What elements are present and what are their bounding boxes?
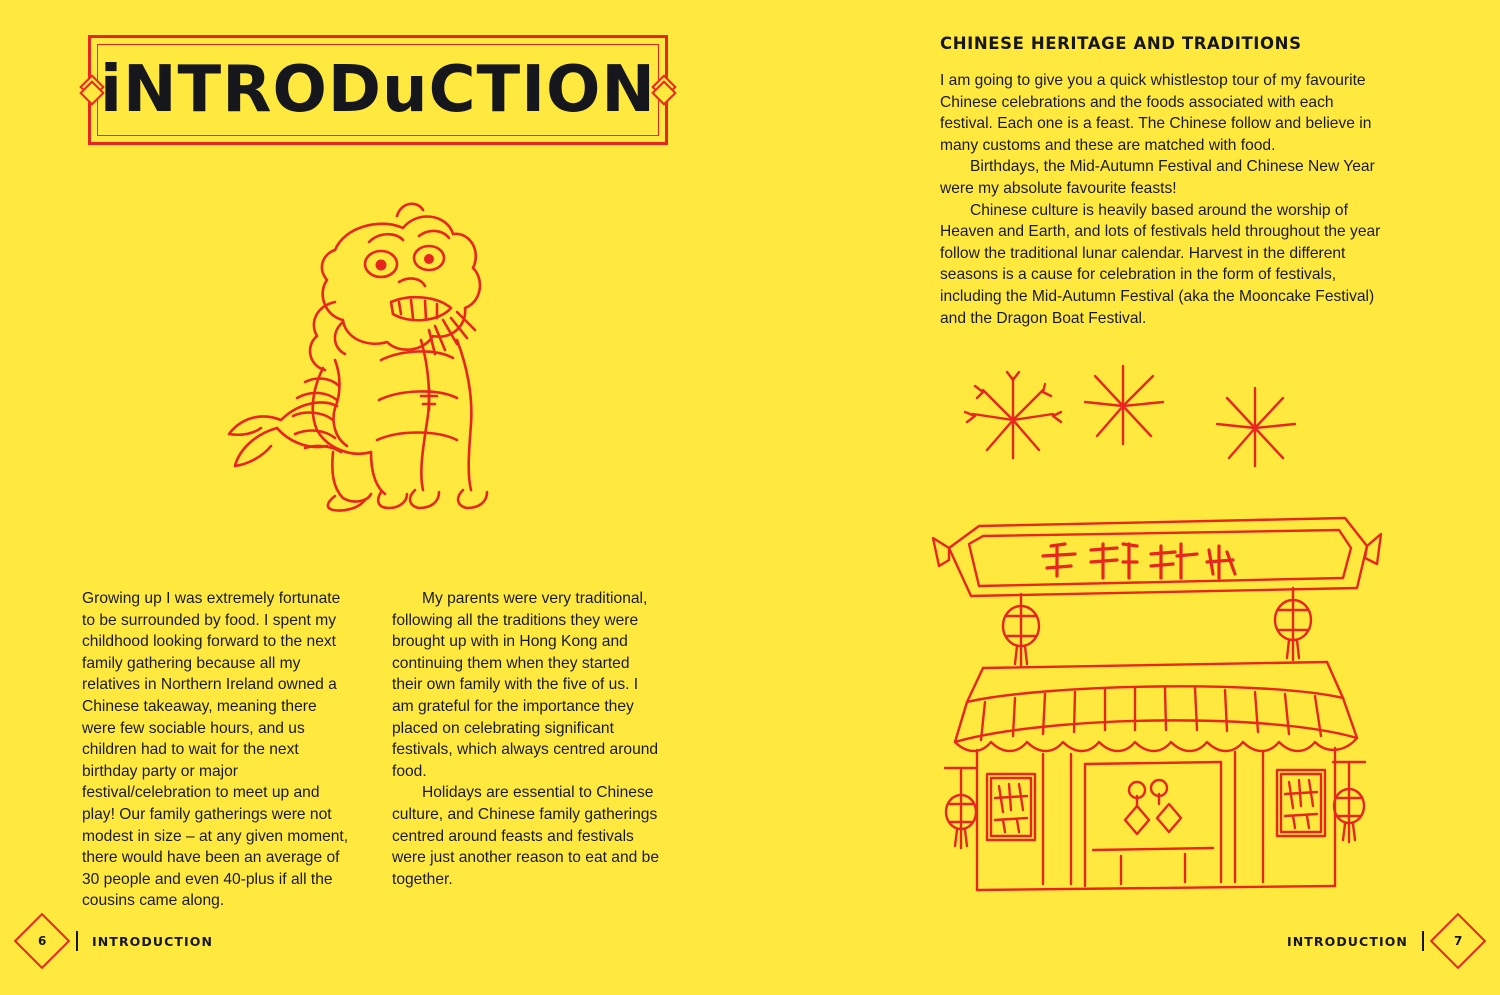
section-heading: CHINESE HERITAGE AND TRADITIONS [940, 34, 1302, 53]
right-page-body [940, 70, 1390, 329]
firework-burst-left [965, 372, 1061, 458]
footer-divider [1422, 931, 1424, 951]
paragraph: Chinese culture is heavily based around the worship of Heaven and Earth, and lots of festivals held throughout the year follow the traditional lunar calendar. Harvest in the different seasons is a cause for celebration in the form of festivals, including the Mid-Autumn Festival (aka the Mooncake Festival) and the Dragon Boat Festival. [940, 201, 1381, 327]
page-number-diamond [1430, 913, 1487, 970]
paragraph: I am going to give you a quick whistlestop tour of my favourite Chinese celebrations and the foods associated with each festival. Each one is a feast. The Chinese follow and believe in many customs and these are matched with food. [940, 72, 1372, 154]
lantern-left [1003, 594, 1039, 666]
right-page-footer [1287, 921, 1478, 961]
footer-label: INTRODUCTION [92, 933, 214, 949]
introduction-title-box [88, 35, 668, 145]
side-lantern-right [1333, 762, 1365, 842]
footer-label: INTRODUCTION [1286, 933, 1408, 949]
paragraph: Birthdays, the Mid-Autumn Festival and Chinese New Year were my absolute favourite feasts! [940, 158, 1375, 197]
body-column-2 [392, 588, 664, 912]
page-title: iNTRODuCTION [100, 53, 656, 127]
right-page [750, 0, 1500, 995]
side-lantern-left [945, 768, 977, 848]
paragraph: Growing up I was extremely fortunate to be surrounded by food. I spent my childhood looking forward to the next family gathering because all my relatives in Northern Ireland owned a Chinese takeaway, meaning there were few sociable hours, and us children had to wait for the next birthday party or major festival/celebration to meet up and play! Our family gatherings were not modest in size – at any given moment, there would have been an average of 30 people and even 40-plus if all the cousins came along. [82, 590, 349, 910]
paragraph: My parents were very traditional, following all the traditions they were brought up with in Hong Kong and continuing them when they started their own family with the five of us. I am grateful for the importance they placed on celebrating significant festivals, which always centred around food. [392, 590, 659, 780]
body-column-1 [82, 588, 354, 912]
chinese-shopfront-with-fireworks-drawing [925, 350, 1385, 910]
chinese-lion-dance-drawing [185, 190, 525, 520]
left-page-body-columns [82, 588, 672, 912]
firework-burst-right [1217, 388, 1295, 466]
left-page-footer [22, 921, 213, 961]
page-number: 6 [37, 933, 47, 948]
page-number: 7 [1453, 933, 1463, 948]
page-number-diamond [14, 913, 71, 970]
lantern-right [1275, 588, 1311, 660]
firework-burst-center [1085, 366, 1163, 444]
paragraph: Holidays are essential to Chinese culture, and Chinese family gatherings centred around feasts and festivals were just another reason to eat and be together. [392, 784, 660, 888]
footer-divider [76, 931, 78, 951]
